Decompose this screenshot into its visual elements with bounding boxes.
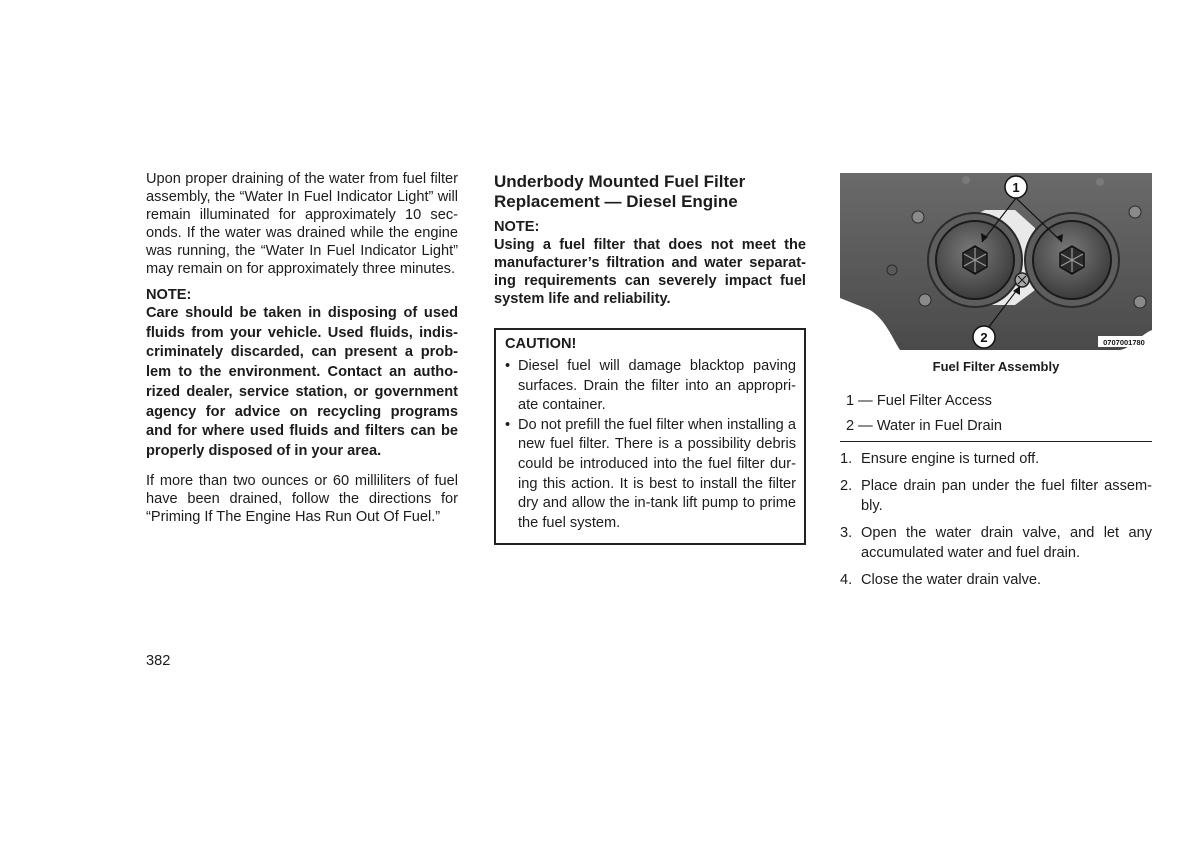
fuel-filter-illustration — [840, 170, 1152, 350]
step-item — [840, 477, 1152, 516]
caution-title: CAUTION! — [505, 336, 577, 352]
step-text: Close the water drain valve. — [861, 572, 1042, 589]
section-title: Underbody Mounted Fuel Filter Replacement — Diesel Engine — [494, 172, 746, 211]
bullet-icon: • — [505, 416, 511, 433]
caution-box — [494, 328, 806, 545]
caution-item-text: Diesel fuel will damage blacktop paving surfaces. Drain the filter into an appropri-ate container. — [518, 358, 796, 414]
step-item — [840, 524, 1152, 563]
caution-item — [505, 416, 796, 534]
callout-2-label: 2 — [980, 330, 988, 345]
legend-item: 2 — Water in Fuel Drain — [846, 418, 1002, 434]
note-label: NOTE: — [146, 287, 192, 303]
fuel-filter-figure — [840, 170, 1152, 350]
note-text: Using a fuel filter that does not meet the manufacturer’s filtration and water separat-ing requirements can severely impact fuel system life and reliability. — [494, 237, 806, 307]
step-number: 2. — [840, 478, 853, 495]
drain-paragraph: Upon proper draining of the water from fuel filter assembly, the “Water In Fuel Indicator Light” will remain illuminated for approximately 10 sec-onds. If the water was drained while the engine was running, the “Water In Fuel Indicator Light” may remain on for approximately three minutes. — [146, 171, 458, 277]
step-number: 3. — [840, 525, 853, 542]
step-item — [840, 450, 1152, 469]
bullet-icon: • — [505, 358, 511, 374]
legend-divider — [840, 441, 1152, 442]
callout-1-label: 1 — [1012, 180, 1020, 195]
figure-caption: Fuel Filter Assembly — [932, 359, 1060, 374]
step-item — [840, 571, 1152, 590]
column-right — [840, 170, 1152, 590]
image-code: 0707001780 — [1103, 338, 1145, 347]
note-label: NOTE: — [494, 219, 540, 235]
column-left — [146, 170, 458, 526]
note-text: Care should be taken in disposing of used fluids from your vehicle. Used fluids, indis-criminately discarded, can present a prob-lem to the environment. Contact an autho-rized dealer, service station, or government agency for advice on recycling programs and for where used fluids and filters can be properly disposed of in your area. — [146, 305, 458, 459]
caution-item-text: Do not prefill the fuel filter when installing a new fuel filter. There is a possibility debris could be introduced into the fuel filter dur-ing this action. It is best to install the filter dry and allow the in-tank lift pump to prime the fuel system. — [518, 416, 796, 531]
column-middle — [494, 170, 806, 545]
page-number: 382 — [146, 653, 171, 669]
caution-item — [505, 357, 796, 416]
legend-item: 1 — Fuel Filter Access — [846, 393, 992, 409]
step-text: Place drain pan under the fuel filter assem-bly. — [861, 478, 1152, 514]
priming-paragraph: If more than two ounces or 60 milliliters of fuel have been drained, follow the directions for “Priming If The Engine Has Run Out Of Fuel.” — [146, 472, 458, 525]
step-number: 4. — [840, 572, 853, 589]
step-number: 1. — [840, 451, 853, 467]
step-text: Open the water drain valve, and let any accumulated water and fuel drain. — [861, 525, 1152, 561]
step-text: Ensure engine is turned off. — [861, 451, 1040, 467]
